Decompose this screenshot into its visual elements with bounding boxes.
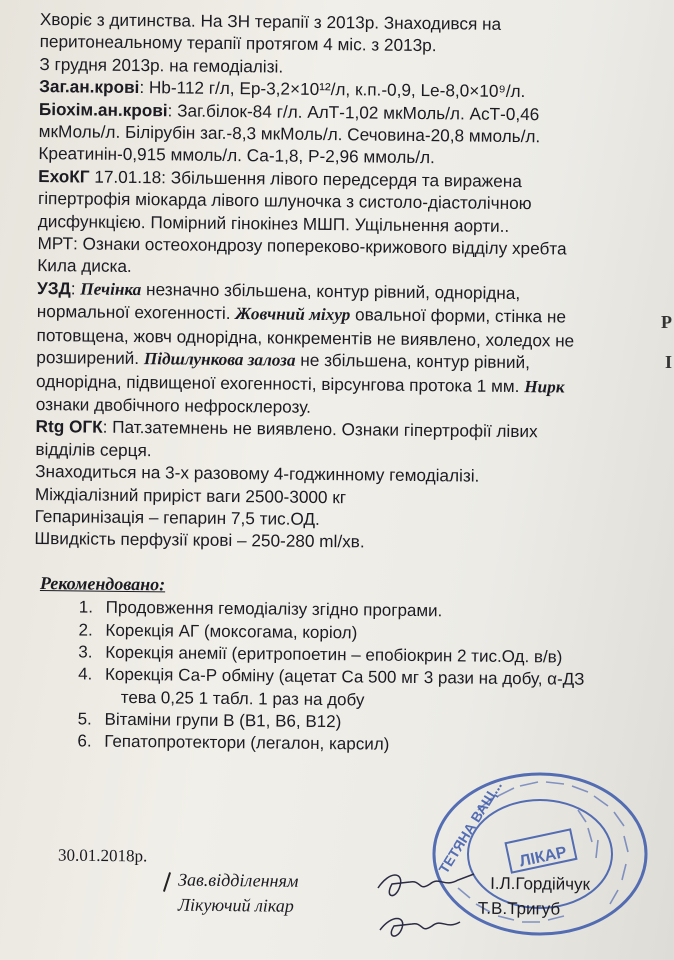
rtg-line-2: відділів серця. [35,438,152,460]
pancreas-text: не збільшена, контур рівний, [295,349,531,373]
head-role: Зав.відділенням [178,869,299,891]
gallbladder-label: Жовчний міхур [235,304,351,325]
biochem-line-3: Креатинін-0,915 ммоль/л. Са-1,8, Р-2,96 ммоль/л. [38,143,435,168]
blood-test-label: Заг.ан.крові [39,76,140,98]
uzd-line-5-text: однорідна, підвищеної ехогенності, вірсунгова протока 1 мм. [35,370,525,396]
recommendation-item: 6. Гепатопротектори (легалон, карсил) [96,731,652,759]
uzd-label: УЗД [36,277,71,299]
uzd-colon: : [70,278,81,299]
dialysis-line-2: Міждіалізний приріст ваги 2500-3000 кг [34,483,347,507]
dialysis-line-4: Швидкість перфузії крові – 250-280 ml/хв. [34,528,365,552]
uzd-line-2-text: нормальної ехогенності. [36,301,236,324]
recommendation-item: 4. Корекція Са-Р обміну (ацетат Са 500 мг 3 рази на добу, α-ДЗ [97,664,653,692]
signature-row-doctor [160,892,660,922]
mri-line-1: МРТ: Ознаки остеохондрозу попереково-крижового відділу хребта [37,233,567,259]
uzd-line-6: ознаки двобічного нефросклерозу. [35,393,312,417]
kidney-label: Нирк [524,376,565,397]
echo-label: ЕхоКГ [38,165,90,187]
doctor-role: Лікуючий лікар [177,894,294,916]
uzd-line-3: потовщена, жовч однорідна, конкрементів не виявлено, холедох не [36,324,575,351]
recommendation-item-4-continuation: тева 0,25 1 табл. 1 раз на добу [120,687,365,710]
recommendations-list-continued [32,708,652,759]
seal-name: ТЕТЯНА ВАЩ... [435,777,505,877]
history-line-1: Хворіє з дитинства. На ЗН терапії з 2013р. Знаходився на [39,8,502,34]
dialysis-line-1: Знаходиться на 3-х разовому 4-годжинному гемодіалізі. [35,461,480,486]
mri-line-2: Кила диска. [37,255,132,277]
rtg-label: Rtg ОГК [35,416,103,437]
edge-letter: І [664,352,672,372]
recommendation-item: 5. Вітаміни групи В (В1, В6, В12) [96,708,652,736]
dialysis-line-3: Гепаринізація – гепарин 7,5 тис.ОД. [34,505,321,529]
medical-extract-text [32,8,660,759]
edge-letter: Р [661,312,672,332]
doctor-name: Т.В.Тригуб [477,898,561,919]
history-line-2: перитонеальному терапії протягом 4 міс. з 2013р. [39,31,437,56]
recommendation-item: 2. Корекція АГ (моксогама, коріол) [97,619,653,647]
echo-text-1: 17.01.18: Збільшення лівого передсердя та виражена [89,166,522,191]
rtg-text-1: : Пат.затемнень не виявлено. Ознаки гіпертрофії лівих [102,416,538,442]
biochem-line-2: мкМоль/л. Білірубін заг.-8,3 мкМоль/л. Сечовина-20,8 ммоль/л. [38,121,541,147]
gallbladder-text: овальної форми, стінка не [350,304,567,327]
recommendations-list [33,596,654,692]
head-name: І.Л.Гордійчук [490,873,591,894]
blood-test-values: : Hb-112 г/л, Ер-3,2×10¹²/л, к.п.-0,9, Le-8,0×10⁹/л. [139,77,526,102]
seal-title: ЛІКАР [518,843,569,871]
signatures [160,867,660,922]
document-date: 30.01.2018р. [57,845,148,866]
biochem-values-1: : Заг.білок-84 г/л. АлТ-1,02 мкМоль/л. АсТ-0,46 [167,99,540,124]
liver-text: незначно збільшена, контур рівний, однорідна, [141,278,521,303]
pancreas-label: Підшлункова залоза [143,349,296,370]
liver-label: Печінка [80,279,142,299]
recommendations-title: Рекомендовано: [39,572,166,595]
uzd-line-4-text: розширений. [36,347,145,369]
history-line-3: З грудня 2013р. на гемодіалізі. [39,53,284,77]
recommendation-item: 1. Продовження гемодіалізу згідно програми. [98,597,654,625]
echo-line-3: дисфункцією. Помірний гінокінез МШП. Ущільнення аорти.. [37,210,510,236]
biochem-label: Біохім.ан.крові [38,98,168,120]
recommendation-item: 3. Корекція анемії (еритропоетин – епобіокрин 2 тис.Од. в/в) [97,642,653,670]
echo-line-2: гіпертрофія міокарда лівого шлуночка з систоло-діастолічною [37,188,532,214]
